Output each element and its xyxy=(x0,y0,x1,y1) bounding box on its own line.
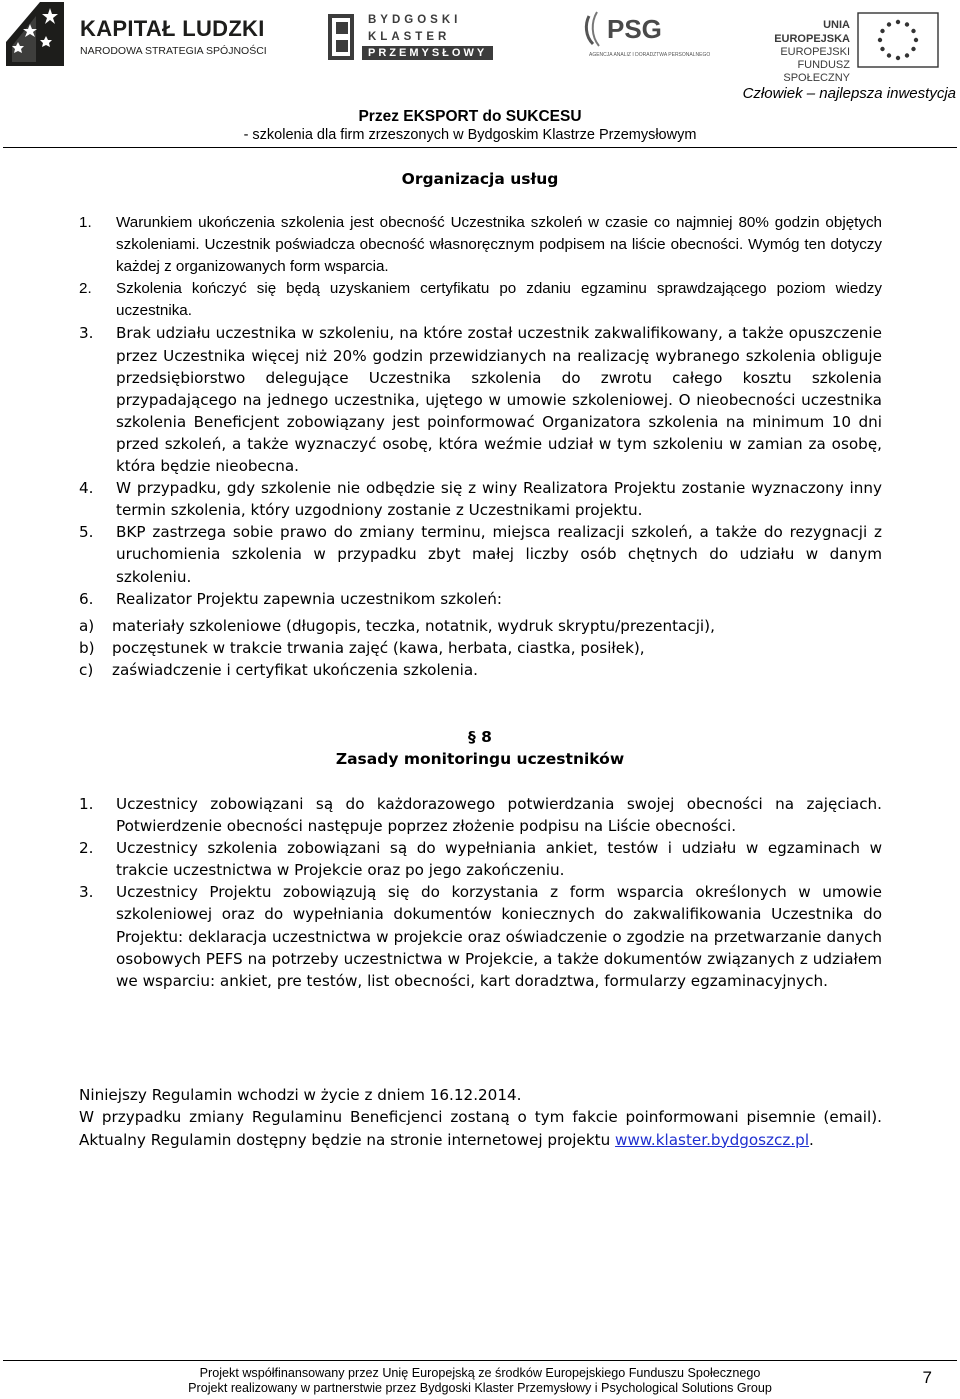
list-item-text: Warunkiem ukończenia szkolenia jest obecność Uczestnika szkoleń w czasie co najmniej 80% godzin objętych szkoleniami. Uczestnik poświadcza obecność własnoręcznym podpisem na liście obecności. Wymóg ten dotyczy każdej z organizowanych form wsparcia. xyxy=(116,214,882,276)
section-title-monitoring: Zasady monitoringu uczestników xyxy=(335,750,625,768)
list-item-text: W przypadku, gdy szkolenie nie odbędzie się z winy Realizatora Projektu zostanie wyznaczony inny termin szkolenia, który uzgodniony zostanie z Uczestnikami projektu. xyxy=(116,479,882,520)
psg-emblem-icon xyxy=(583,8,673,52)
section-title-organizacja: Organizacja usług xyxy=(401,170,559,188)
section-number: § 8 xyxy=(468,728,492,746)
sublist-item xyxy=(79,615,882,637)
list-item xyxy=(79,881,882,991)
organizacja-sublist xyxy=(79,615,882,681)
list-item-text: Szkolenia kończyć się będą uzyskaniem certyfikatu po zdaniu egzaminu sprawdzającego poziom wiedzy uczestnika. xyxy=(116,280,882,320)
header-divider xyxy=(3,147,957,148)
psg-subtitle: AGENCJA ANALIZ I DORADZTWA PERSONALNEGO xyxy=(589,52,711,58)
sublist-item-label: b) xyxy=(79,639,95,658)
list-item-text: Uczestnicy Projektu zobowiązują się do korzystania z form wsparcia określonych w umowie szkoleniowej oraz do wypełniania dokumentów koniecznych do zakwalifikowania Uczestnika do Projektu: deklaracja uczestnictwa w projekcie oraz oświadczenie o zgodzie na przetwarzanie danych osobowych PEFS na potrzeby uczestnictwa w Projekcie, a także dokumentów związanych z udziałem we wsparciu: ankiet, pre testów, list obecności, kart doradztwa, formularzy egzaminacyjnych. xyxy=(116,883,882,990)
list-item-text: Brak udziału uczestnika w szkoleniu, na które został uczestnik zakwalifikowany, a także opuszczenie przez Uczestnika więcej niż 20% godzin przewidzianych na realizację wybranego szkolenia obliguje przedsiębiorstwo delegujące Uczestnika szkolenia do zwrotu całego kosztu szkolenia przypadającego na jednego uczestnika, ujętego w umowie szkoleniowej. O nieobecności uczestnika szkolenia Beneficjent zobowiązany jest poinformować Organizatora szkolenia na minimum 10 dni przed szkoleń, a także wyznaczyć osobę, która weźmie udział w tym szkoleniu w zamian za osobę, która będzie nieobecna. xyxy=(116,324,882,476)
sublist-item xyxy=(79,659,882,681)
list-item xyxy=(79,793,882,837)
regulation-change-body: W przypadku zmiany Regulaminu Beneficjenci zostaną o tym fakcie poinformowani pisemnie (email). Aktualny Regulamin dostępny będzie na stronie internetowej projektu xyxy=(79,1108,882,1149)
sublist-item-text: zaświadczenie i certyfikat ukończenia szkolenia. xyxy=(112,661,478,680)
list-item xyxy=(79,588,882,610)
psg-logo xyxy=(583,8,711,66)
kapital-ludzki-logo xyxy=(6,2,267,66)
list-item-text: Uczestnicy zobowiązani są do każdorazowego potwierdzania swojej obecności na zajęciach. Potwierdzenie obecności następuje poprzez złożenie podpisu na Liście obecności. xyxy=(116,795,882,836)
list-item-number: 4. xyxy=(79,479,94,498)
bkp-emblem-icon xyxy=(322,12,362,62)
project-title: Przez EKSPORT do SUKCESU xyxy=(358,108,582,125)
project-website-link[interactable]: www.klaster.bydgoszcz.pl xyxy=(615,1130,810,1149)
effective-date-text: Niniejszy Regulamin wchodzi w życie z dniem 16.12.2014. xyxy=(79,1086,522,1104)
eu-line2: EUROPEJSKI xyxy=(780,46,850,58)
list-item-number: 6. xyxy=(79,589,94,608)
list-item-number: 1. xyxy=(79,795,94,813)
bydgoski-klaster-logo xyxy=(322,12,492,64)
footer-divider xyxy=(3,1360,957,1361)
kapital-ludzki-title: KAPITAŁ LUDZKI xyxy=(80,16,265,41)
bkp-line3: PRZEMYSŁOWY xyxy=(362,46,493,60)
bkp-line1: BYDGOSKI xyxy=(368,14,462,26)
list-item-number: 2. xyxy=(79,839,94,858)
organizacja-list xyxy=(79,212,882,610)
list-item-number: 3. xyxy=(79,883,94,902)
list-item xyxy=(79,477,882,521)
list-item xyxy=(79,322,882,477)
footer-cofinancing-text: Projekt współfinansowany przez Unię Europejską ze środków Europejskiego Funduszu Społecznego xyxy=(199,1366,761,1380)
list-item-text: Realizator Projektu zapewnia uczestnikom szkoleń: xyxy=(116,589,502,608)
eu-line3: FUNDUSZ SPOŁECZNY xyxy=(783,59,850,84)
closing-paragraph xyxy=(79,1084,882,1151)
monitoring-list xyxy=(79,793,882,992)
sublist-item xyxy=(79,637,882,659)
closing-period: . xyxy=(809,1130,814,1149)
footer-partnership-text: Projekt realizowany w partnerstwie przez Bydgoski Klaster Przemysłowy i Psychological Solutions Group xyxy=(188,1381,772,1395)
kapital-ludzki-subtitle: NARODOWA STRATEGIA SPÓJNOŚCI xyxy=(80,45,267,57)
list-item-number: 1. xyxy=(79,214,92,231)
header-slogan: Człowiek – najlepsza inwestycja xyxy=(742,85,956,102)
eu-line1: UNIA EUROPEJSKA xyxy=(774,19,850,45)
psg-mark-text: PSG xyxy=(607,14,662,44)
list-item xyxy=(79,278,882,322)
list-item xyxy=(79,212,882,278)
sublist-item-label: a) xyxy=(79,617,95,635)
list-item xyxy=(79,837,882,881)
regulation-change-text xyxy=(79,1106,882,1151)
list-item-text: Uczestnicy szkolenia zobowiązani są do wypełniania ankiet, testów i udziału w egzaminach w trakcie uczestnictwa w Projekcie oraz po jego zakończeniu. xyxy=(116,839,882,880)
list-item-number: 3. xyxy=(79,324,94,343)
list-item-number: 2. xyxy=(79,280,92,298)
eu-flag-icon xyxy=(857,12,939,68)
sublist-item-label: c) xyxy=(79,661,94,680)
list-item-text: BKP zastrzega sobie prawo do zmiany terminu, miejsca realizacji szkoleń, a także do rezygnacji z uruchomienia szkolenia w przypadku zbyt małej liczby osób chętnych do udziału w danym szkoleniu. xyxy=(116,523,882,586)
eu-logo xyxy=(754,12,954,84)
bkp-line2: KLASTER xyxy=(368,31,451,43)
project-subtitle: - szkolenia dla firm zrzeszonych w Bydgoskim Klastrze Przemysłowym xyxy=(243,127,697,143)
kapital-ludzki-emblem-icon xyxy=(6,2,64,66)
sublist-item-text: materiały szkoleniowe (długopis, teczka, notatnik, wydruk skryptu/prezentacji), xyxy=(112,617,715,635)
list-item xyxy=(79,521,882,587)
sublist-item-text: poczęstunek w trakcie trwania zajęć (kawa, herbata, ciastka, posiłek), xyxy=(112,639,645,658)
list-item-number: 5. xyxy=(79,523,94,542)
page-number: 7 xyxy=(922,1368,932,1387)
